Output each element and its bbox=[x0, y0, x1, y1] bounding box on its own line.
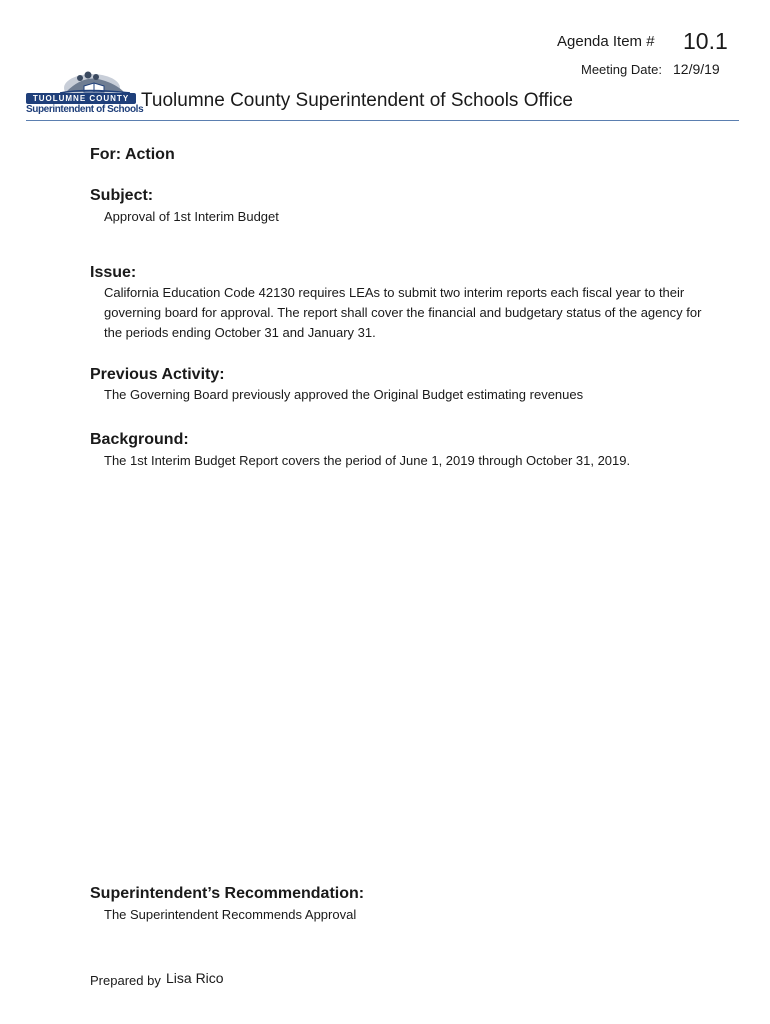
header-divider bbox=[26, 120, 739, 121]
background-heading: Background: bbox=[90, 431, 189, 448]
prepared-by-label: Prepared by bbox=[90, 973, 161, 988]
logo-superintendent-text: Superintendent of Schools bbox=[26, 104, 144, 115]
for-action-label: For: Action bbox=[90, 146, 175, 163]
subject-heading: Subject: bbox=[90, 187, 154, 204]
recommendation-text: The Superintendent Recommends Approval bbox=[104, 907, 357, 922]
previous-activity-heading: Previous Activity: bbox=[90, 366, 225, 383]
meeting-date-label: Meeting Date: bbox=[581, 62, 662, 77]
issue-heading: Issue: bbox=[90, 264, 137, 281]
previous-activity-text: The Governing Board previously approved the Original Budget estimating revenues bbox=[104, 387, 584, 402]
organization-title: Tuolumne County Superintendent of Schools Office bbox=[141, 90, 573, 111]
agenda-item-number: 10.1 bbox=[683, 28, 728, 54]
background-text: The 1st Interim Budget Report covers the period of June 1, 2019 through October 31, 2019. bbox=[104, 453, 631, 468]
agenda-item-label: Agenda Item # bbox=[557, 33, 655, 50]
issue-text: California Education Code 42130 requires LEAs to submit two interim reports each fiscal year to their governing board for approval. The report shall cover the financial and budgetary status of the agency for the periods ending October 31 and January 31. bbox=[104, 285, 702, 340]
subject-text: Approval of 1st Interim Budget bbox=[104, 209, 279, 224]
county-schools-logo bbox=[26, 66, 144, 118]
prepared-by-name: Lisa Rico bbox=[166, 970, 224, 986]
recommendation-heading: Superintendent’s Recommendation: bbox=[90, 885, 365, 902]
logo-landscape-icon bbox=[26, 66, 138, 96]
meeting-date-value: 12/9/19 bbox=[673, 61, 720, 77]
logo-county-banner: TUOLUMNE COUNTY bbox=[26, 93, 136, 104]
